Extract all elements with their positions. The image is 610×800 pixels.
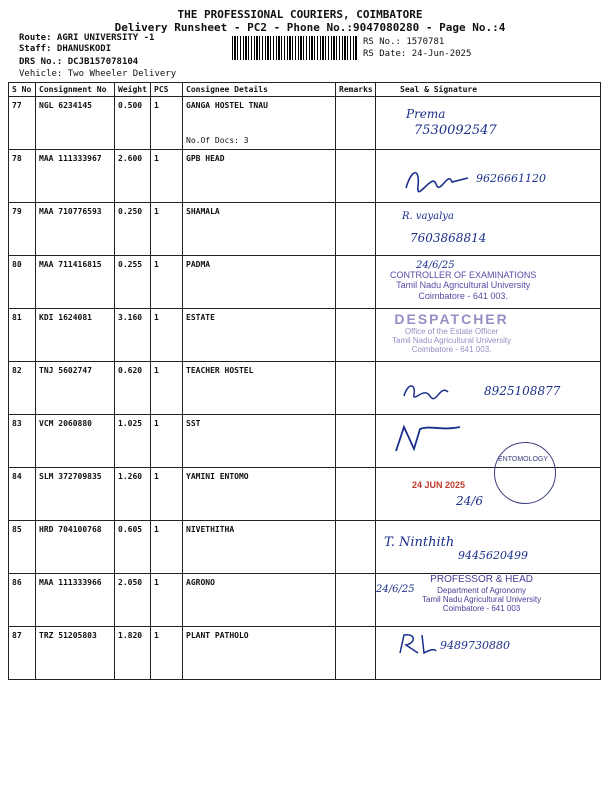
- date-handwritten: 24/6/25: [376, 584, 415, 595]
- col-remarks: Remarks: [336, 83, 376, 97]
- cell-weight: 1.260: [115, 468, 151, 521]
- table-header-row: [9, 83, 601, 97]
- vehicle-label: Vehicle: Two Wheeler Delivery: [19, 69, 177, 79]
- cell-weight: 0.605: [115, 521, 151, 574]
- cell-pcs: 1: [151, 415, 183, 468]
- cell-remarks: [336, 256, 376, 309]
- rs-date: RS Date: 24-Jun-2025: [363, 49, 472, 59]
- cell-consignment: MAA 111333966: [36, 574, 115, 627]
- cell-consignment: NGL 6234145: [36, 97, 115, 150]
- cell-consignment: MAA 710776593: [36, 203, 115, 256]
- cell-consignment: HRD 704100768: [36, 521, 115, 574]
- runsheet-subtitle: Delivery Runsheet - PC2 - Phone No.:9047080280 - Page No.:4: [114, 21, 506, 34]
- cell-pcs: 1: [151, 468, 183, 521]
- cell-seal: [376, 309, 601, 362]
- cell-sno: 85: [9, 521, 36, 574]
- stamp-line: Coimbatore - 641 003.: [411, 345, 492, 355]
- entomology-stamp: ENTOMOLOGY: [498, 456, 549, 463]
- cell-seal: [376, 362, 601, 415]
- cell-remarks: [336, 627, 376, 680]
- drs-label: DRS No.: DCJB157078104: [19, 57, 139, 67]
- signature-scribble: [402, 164, 472, 194]
- col-consignee: Consignee Details: [183, 83, 336, 97]
- cell-seal: [376, 456, 601, 521]
- cell-consignee: [183, 627, 336, 680]
- cell-consignee: [183, 309, 336, 362]
- cell-consignee: [183, 521, 336, 574]
- cell-pcs: 1: [151, 256, 183, 309]
- cell-sno: 86: [9, 574, 36, 627]
- phone-handwritten: 9489730880: [440, 639, 510, 652]
- cell-pcs: 1: [151, 97, 183, 150]
- cell-remarks: [336, 415, 376, 468]
- cell-consignment: MAA 111333967: [36, 150, 115, 203]
- signature-scribble: [396, 631, 440, 657]
- cell-consignment: MAA 711416815: [36, 256, 115, 309]
- stamp-line: Tamil Nadu Agricultural University: [422, 594, 542, 604]
- cell-seal: [376, 256, 601, 309]
- col-consignment: Consignment No: [36, 83, 115, 97]
- signature: R. vayalya: [402, 211, 454, 222]
- cell-pcs: 1: [151, 362, 183, 415]
- table-row: [9, 150, 601, 203]
- cell-consignment: TNJ 5602747: [36, 362, 115, 415]
- phone-handwritten: 8925108877: [484, 384, 561, 398]
- table-row: [9, 627, 601, 680]
- consignee-name: ESTATE: [186, 313, 215, 322]
- rs-number: RS No.: 1570781: [363, 37, 445, 47]
- stamp-line: Department of Agronomy: [437, 585, 527, 595]
- cell-seal: [376, 574, 601, 627]
- consignee-name: AGRONO: [186, 578, 215, 587]
- professor-stamp: [422, 574, 541, 613]
- cell-weight: 0.500: [115, 97, 151, 150]
- stamp-line: Tamil Nadu Agricultural University: [392, 336, 512, 346]
- signature: Prema: [406, 107, 446, 121]
- cell-weight: 1.025: [115, 415, 151, 468]
- cell-seal: [376, 150, 601, 203]
- cell-weight: 0.620: [115, 362, 151, 415]
- cell-consignee: [183, 203, 336, 256]
- phone-handwritten: 9445620499: [458, 549, 528, 562]
- consignee-name: PADMA: [186, 260, 211, 269]
- entomology-seal: [494, 442, 556, 504]
- stamp-line: PROFESSOR & HEAD: [430, 574, 533, 585]
- cell-consignee: [183, 256, 336, 309]
- cell-remarks: [336, 97, 376, 150]
- cell-weight: 2.600: [115, 150, 151, 203]
- cell-consignment: KDI 1624081: [36, 309, 115, 362]
- staff-label: Staff: DHANUSKODI: [19, 44, 112, 54]
- cell-weight: 1.820: [115, 627, 151, 680]
- cell-consignee: [183, 574, 336, 627]
- consignee-name: TEACHER HOSTEL: [186, 366, 254, 375]
- signature: T. Ninthith: [384, 535, 455, 550]
- cell-remarks: [336, 362, 376, 415]
- cell-weight: 3.160: [115, 309, 151, 362]
- col-weight: Weight: [115, 83, 151, 97]
- cell-consignee: [183, 415, 336, 468]
- stamp-line: DESPATCHER: [394, 311, 509, 327]
- consignee-name: YAMINI ENTOMO: [186, 472, 249, 481]
- consignee-name: GPB HEAD: [186, 154, 225, 163]
- consignee-name: NIVETHITHA: [186, 525, 235, 534]
- table-row: [9, 468, 601, 521]
- cell-pcs: 1: [151, 309, 183, 362]
- cell-sno: 87: [9, 627, 36, 680]
- cell-seal: [376, 627, 601, 680]
- cell-remarks: [336, 521, 376, 574]
- route-label: Route: AGRI UNIVERSITY -1: [19, 33, 155, 43]
- table-row: [9, 521, 601, 574]
- signature-scribble: [390, 421, 470, 457]
- stamp-line: Tamil Nadu Agricultural University: [396, 280, 531, 291]
- col-pcs: PCS: [151, 83, 183, 97]
- table-row: [9, 309, 601, 362]
- phone-handwritten: 9626661120: [476, 172, 546, 185]
- cell-seal: [376, 203, 601, 256]
- despatcher-stamp: [392, 311, 511, 355]
- cell-consignment: VCM 2060880: [36, 415, 115, 468]
- stamp-line: Coimbatore - 641 003: [442, 603, 521, 613]
- cell-remarks: [336, 150, 376, 203]
- cell-pcs: 1: [151, 203, 183, 256]
- cell-sno: 78: [9, 150, 36, 203]
- docs-count: No.Of Docs: 3: [186, 136, 249, 145]
- col-sno: S No: [9, 83, 36, 97]
- table-row: [9, 256, 601, 309]
- cell-remarks: [336, 309, 376, 362]
- cell-remarks: [336, 203, 376, 256]
- consignee-name: SST: [186, 419, 201, 428]
- cell-weight: 0.250: [115, 203, 151, 256]
- cell-sno: 77: [9, 97, 36, 150]
- col-seal: Seal & Signature: [376, 83, 601, 97]
- cell-pcs: 1: [151, 574, 183, 627]
- table-row: [9, 203, 601, 256]
- coe-stamp: [390, 270, 536, 301]
- cell-consignee: [183, 97, 336, 150]
- cell-sno: 79: [9, 203, 36, 256]
- cell-sno: 82: [9, 362, 36, 415]
- cell-consignee: [183, 468, 336, 521]
- cell-sno: 81: [9, 309, 36, 362]
- cell-pcs: 1: [151, 627, 183, 680]
- stamp-line: CONTROLLER OF EXAMINATIONS: [390, 270, 537, 280]
- consignee-name: PLANT PATHOLO: [186, 631, 249, 640]
- cell-seal: [376, 521, 601, 574]
- date-handwritten: 24/6: [456, 494, 483, 508]
- signature-scribble: [400, 380, 452, 402]
- cell-seal: [376, 97, 601, 150]
- date-stamp: 24 JUN 2025: [412, 480, 466, 490]
- cell-consignment: TRZ 51205803: [36, 627, 115, 680]
- consignee-name: SHAMALA: [186, 207, 220, 216]
- cell-consignee: [183, 362, 336, 415]
- cell-consignee: [183, 150, 336, 203]
- cell-weight: 2.050: [115, 574, 151, 627]
- cell-sno: 83: [9, 415, 36, 468]
- stamp-line: Office of the Estate Officer: [404, 327, 499, 337]
- table-row: [9, 362, 601, 415]
- company-title: THE PROFESSIONAL COURIERS, COIMBATORE: [177, 8, 423, 21]
- cell-seal: [376, 415, 601, 468]
- cell-pcs: 1: [151, 150, 183, 203]
- table-row: [9, 97, 601, 150]
- cell-remarks: [336, 574, 376, 627]
- phone-handwritten: 7603868814: [410, 231, 487, 245]
- cell-sno: 80: [9, 256, 36, 309]
- phone-handwritten: 7530092547: [414, 123, 497, 138]
- delivery-table: [8, 82, 601, 680]
- consignee-name: GANGA HOSTEL TNAU: [186, 101, 268, 110]
- cell-remarks: [336, 468, 376, 521]
- barcode: [232, 36, 357, 60]
- cell-weight: 0.255: [115, 256, 151, 309]
- stamp-line: Coimbatore - 641 003.: [418, 290, 508, 301]
- cell-consignment: SLM 372709835: [36, 468, 115, 521]
- cell-pcs: 1: [151, 521, 183, 574]
- date-handwritten: 24/6/25: [416, 260, 455, 271]
- cell-sno: 84: [9, 468, 36, 521]
- table-row: [9, 574, 601, 627]
